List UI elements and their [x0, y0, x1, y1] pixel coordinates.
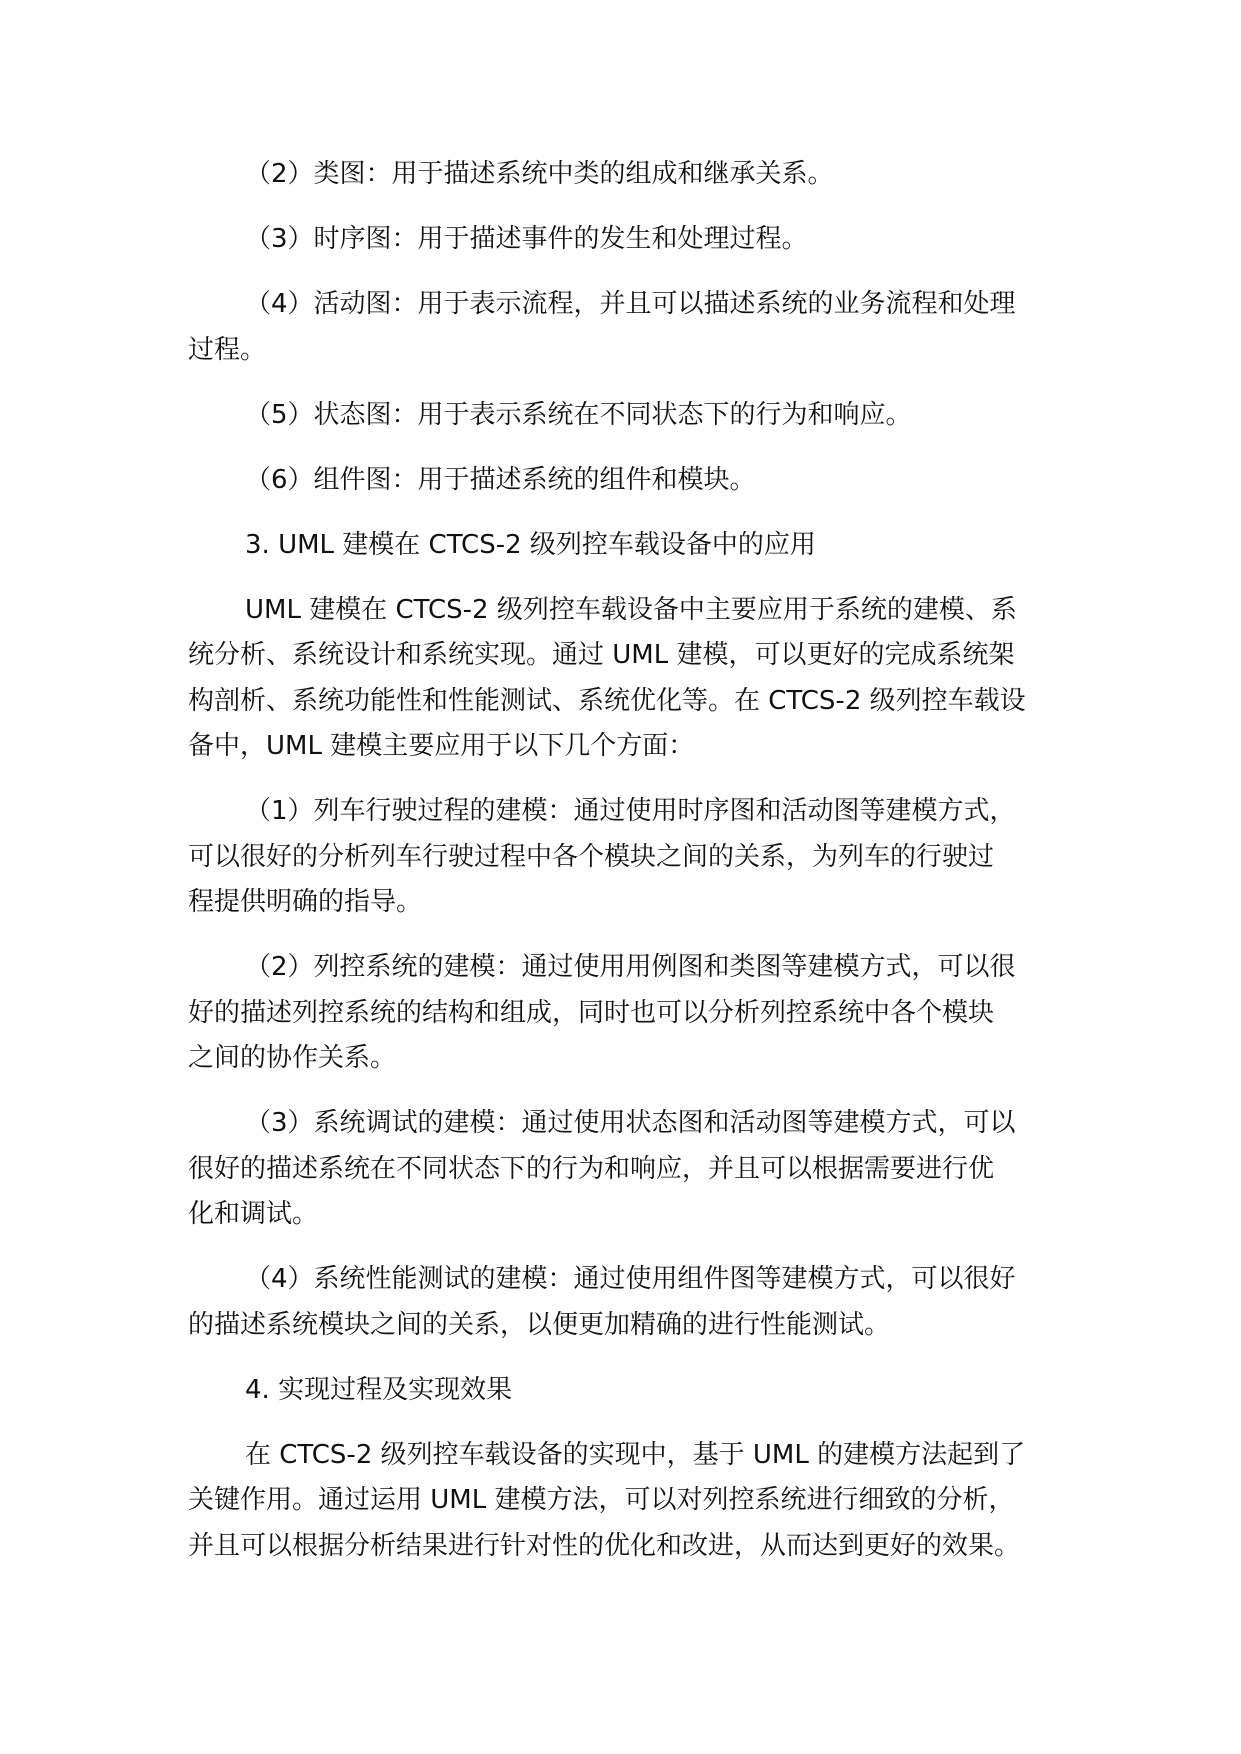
text-line: 过程。 [188, 334, 267, 365]
text-line: 好的描述列控系统的结构和组成，同时也可以分析列控系统中各个模块 [188, 997, 995, 1028]
text-line: 的描述系统模块之间的关系，以便更加精确的进行性能测试。 [188, 1309, 891, 1340]
paragraph-sequence-diagram [188, 217, 1058, 263]
paragraph-component-diagram [188, 458, 1058, 504]
text-line: 构剖析、系统功能性和性能测试、系统优化等。在 CTCS-2 级列控车载设 [188, 685, 1026, 716]
document-page [188, 152, 1058, 1589]
text-line: （2）列控系统的建模：通过使用用例图和类图等建模方式，可以很 [245, 952, 1016, 982]
paragraph-system-debug-modeling [188, 1101, 1058, 1238]
section-heading-4 [188, 1368, 1058, 1414]
text-line: （3）系统调试的建模：通过使用状态图和活动图等建模方式，可以 [245, 1108, 1016, 1138]
text-line: 并且可以根据分析结果进行针对性的优化和改进，从而达到更好的效果。 [188, 1530, 1021, 1561]
text-line: （5）状态图：用于表示系统在不同状态下的行为和响应。 [245, 399, 912, 430]
text-line: （4）活动图：用于表示流程，并且可以描述系统的业务流程和处理 [245, 289, 1016, 319]
text-line: 化和调试。 [188, 1199, 319, 1229]
text-line: 在 CTCS-2 级列控车载设备的实现中，基于 UML 的建模方法起到了 [245, 1439, 1026, 1470]
paragraph-train-running-modeling [188, 789, 1058, 926]
heading-text: 4. 实现过程及实现效果 [245, 1374, 513, 1405]
paragraph-performance-test-modeling [188, 1257, 1058, 1348]
section-heading-3 [188, 523, 1058, 569]
paragraph-state-diagram [188, 393, 1058, 439]
text-line: （2）类图：用于描述系统中类的组成和继承关系。 [245, 159, 834, 189]
paragraph-implementation-effect [188, 1433, 1058, 1570]
text-line: 统分析、系统设计和系统实现。通过 UML 建模，可以更好的完成系统架 [188, 640, 1015, 670]
text-line: （1）列车行驶过程的建模：通过使用时序图和活动图等建模方式， [245, 796, 1016, 826]
paragraph-class-diagram [188, 152, 1058, 198]
text-line: 很好的描述系统在不同状态下的行为和响应，并且可以根据需要进行优 [188, 1153, 995, 1184]
text-line: 可以很好的分析列车行驶过程中各个模块之间的关系，为列车的行驶过 [188, 841, 995, 872]
text-line: 关键作用。通过运用 UML 建模方法，可以对列控系统进行细致的分析， [188, 1485, 1015, 1515]
paragraph-activity-diagram [188, 282, 1058, 373]
text-line: UML 建模在 CTCS-2 级列控车载设备中主要应用于系统的建模、系 [245, 594, 1017, 625]
paragraph-train-control-modeling [188, 945, 1058, 1082]
text-line: 程提供明确的指导。 [188, 887, 423, 917]
paragraph-uml-application-intro [188, 588, 1058, 770]
text-line: 备中，UML 建模主要应用于以下几个方面： [188, 731, 695, 761]
text-line: 之间的协作关系。 [188, 1043, 397, 1073]
text-line: （3）时序图：用于描述事件的发生和处理过程。 [245, 224, 808, 254]
text-line: （4）系统性能测试的建模：通过使用组件图等建模方式，可以很好 [245, 1264, 1016, 1294]
heading-text: 3. UML 建模在 CTCS-2 级列控车载设备中的应用 [245, 529, 816, 560]
text-line: （6）组件图：用于描述系统的组件和模块。 [245, 464, 756, 495]
